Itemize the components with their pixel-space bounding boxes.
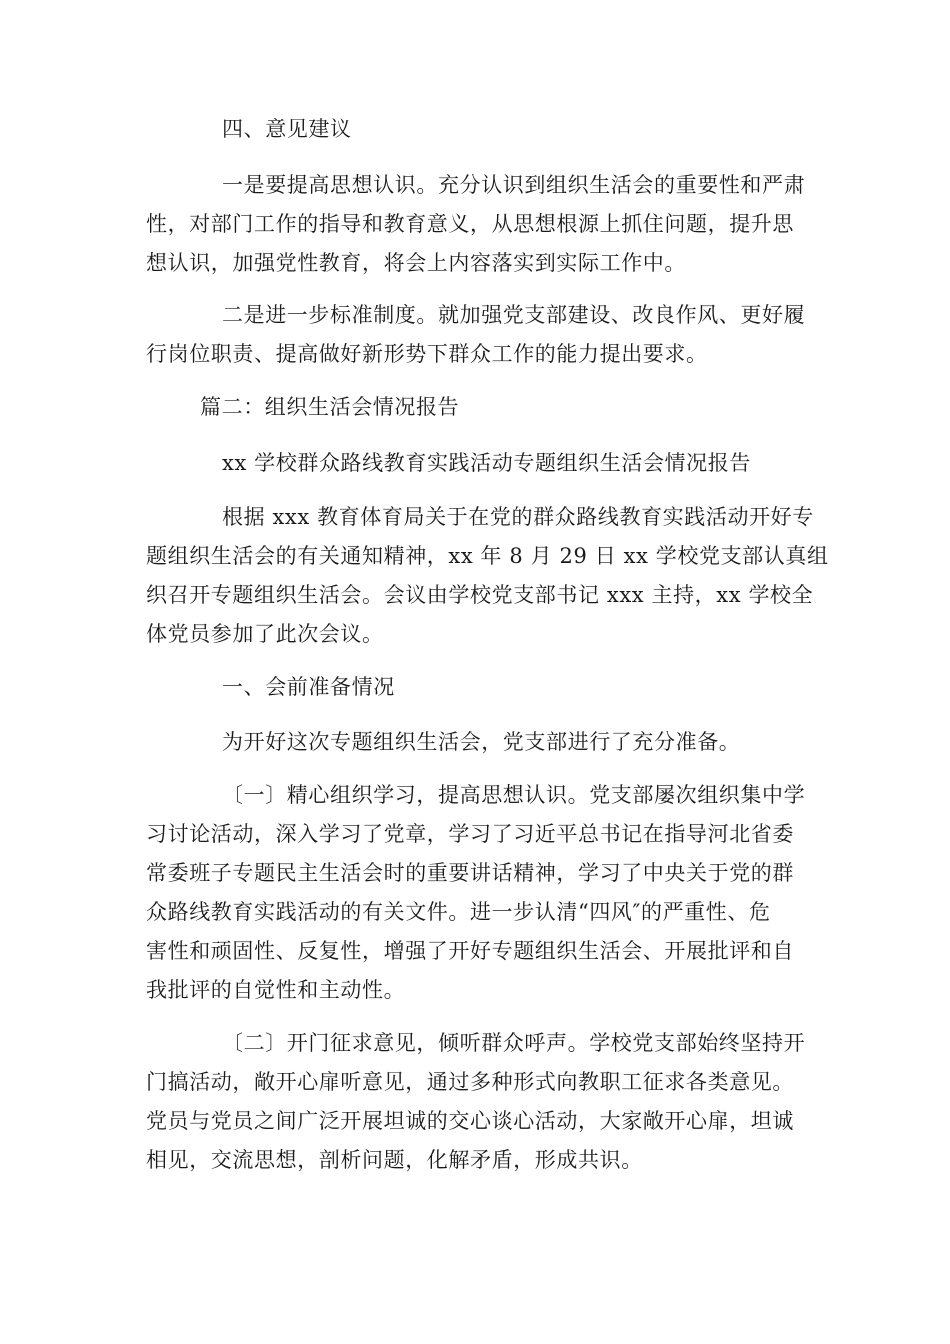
paragraph-line: 众路线教育实践活动的有关文件。进一步认清“四风″的严重性、危 [146,900,771,924]
paragraph-line: 为开好这次专题组织生活会，党支部进行了充分准备。 [222,730,741,754]
paragraph-line: 相见，交流思想，剖析问题，化解矛盾，形成共识。 [146,1148,643,1172]
paragraph-line: 常委班子专题民主生活会时的重要讲话精神，学习了中央关于党的群 [146,861,794,885]
part-two-heading: 篇二：组织生活会情况报告 [200,395,460,419]
paragraph-line: 体党员参加了此次会议。 [146,622,384,646]
section-heading-preparation: 一、会前准备情况 [222,675,395,699]
paragraph-line: 题组织生活会的有关通知精神，xx 年 8 月 29 日 xx 学校党支部认真组 [146,544,829,568]
paragraph-line: 习讨论活动，深入学习了党章，学习了习近平总书记在指导河北省委 [146,822,794,846]
section-heading-suggestions: 四、意见建议 [222,117,352,141]
paragraph-line: 我批评的自觉性和主动性。 [146,978,406,1002]
paragraph-line: 〔二〕开门征求意见，倾听群众呼声。学校党支部始终坚持开 [222,1031,806,1055]
paragraph-line: 织召开专题组织生活会。会议由学校党支部书记 xxx 主持，xx 学校全 [146,583,814,607]
paragraph-line: 一是要提高思想认识。充分认识到组织生活会的重要性和严肃 [222,173,806,197]
paragraph-line: 性，对部门工作的指导和教育意义，从思想根源上抓住问题，提升思 [146,212,794,236]
paragraph-line: 二是进一步标准制度。就加强党支部建设、改良作风、更好履 [222,303,806,327]
report-title: xx 学校群众路线教育实践活动专题组织生活会情况报告 [222,451,751,475]
paragraph-line: 门搞活动，敞开心扉听意见，通过多种形式向教职工征求各类意见。 [146,1070,794,1094]
paragraph-line: 党员与党员之间广泛开展坦诚的交心谈心活动，大家敞开心扉，坦诚 [146,1109,794,1133]
paragraph-line: 行岗位职责、提高做好新形势下群众工作的能力提出要求。 [146,342,708,366]
paragraph-line: 想认识，加强党性教育，将会上内容落实到实际工作中。 [146,251,686,275]
paragraph-line: 〔一〕精心组织学习，提高思想认识。党支部屡次组织集中学 [222,783,806,807]
paragraph-line: 根据 xxx 教育体育局关于在党的群众路线教育实践活动开好专 [222,505,814,529]
paragraph-line: 害性和顽固性、反复性，增强了开好专题组织生活会、开展批评和自 [146,939,794,963]
